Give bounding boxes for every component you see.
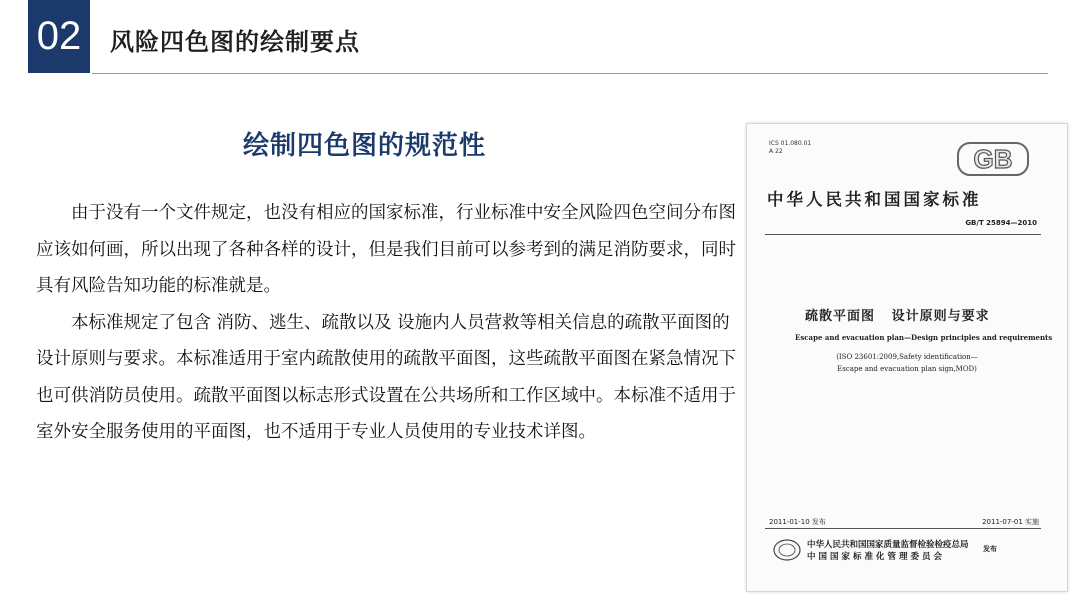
national-standard-heading: 中华人民共和国国家标准 bbox=[767, 190, 982, 209]
standard-code: GB/T 25894—2010 bbox=[965, 219, 1037, 227]
publisher-2: 中国国家标准化管理委员会 bbox=[807, 552, 946, 562]
seal-icon bbox=[773, 539, 801, 565]
cover-rule-top bbox=[765, 234, 1041, 235]
iso-reference-line-2: Escape and evacuation plan sign,MOD) bbox=[837, 365, 977, 373]
gb-logo-icon bbox=[957, 142, 1029, 180]
paragraph-1: 由于没有一个文件规定，也没有相应的国家标准，行业标准中安全风险四色空间分布图应该如何画，所以出现了各种各样的设计，但是我们目前可以参考到的满足消防要求，同时具有风险告知功能的标准就是。 bbox=[36, 203, 736, 296]
standard-cover-image bbox=[746, 123, 1068, 592]
ics-code: ICS 01.080.01 A 22 bbox=[769, 140, 812, 155]
body-text bbox=[36, 195, 736, 451]
paragraph-2: 本标准规定了包含 消防、逃生、疏散以及 设施内人员营救等相关信息的疏散平面图的设计原则与要求。本标准适用于室内疏散使用的疏散平面图，这些疏散平面图在紧急情况下也可供消防员使用。疏散平面图以标志形式设置在公共场所和工作区域中。本标准不适用于室外安全服务使用的平面图，也不适用于专业人员使用的专业技术详图。 bbox=[36, 312, 736, 442]
section-number-badge: 02 bbox=[28, 0, 90, 73]
svg-text:GB: GB bbox=[973, 144, 1013, 174]
standard-title-en: Escape and evacuation plan—Design principles and requirements bbox=[795, 333, 1053, 342]
publisher-1: 中华人民共和国国家质量监督检验检疫总局 bbox=[807, 540, 969, 550]
standard-title-cn: 疏散平面图 设计原则与要求 bbox=[805, 309, 990, 324]
page-title: 风险四色图的绘制要点 bbox=[110, 28, 360, 56]
cover-rule-bottom bbox=[765, 528, 1041, 529]
iso-reference-line-1: (ISO 23601:2009,Safety identification— bbox=[836, 353, 978, 361]
header-divider bbox=[92, 73, 1048, 74]
section-heading: 绘制四色图的规范性 bbox=[243, 131, 487, 161]
implementation-date: 2011-07-01 实施 bbox=[982, 518, 1039, 526]
publish-label: 发布 bbox=[983, 544, 997, 553]
issue-date: 2011-01-10 发布 bbox=[769, 518, 826, 526]
